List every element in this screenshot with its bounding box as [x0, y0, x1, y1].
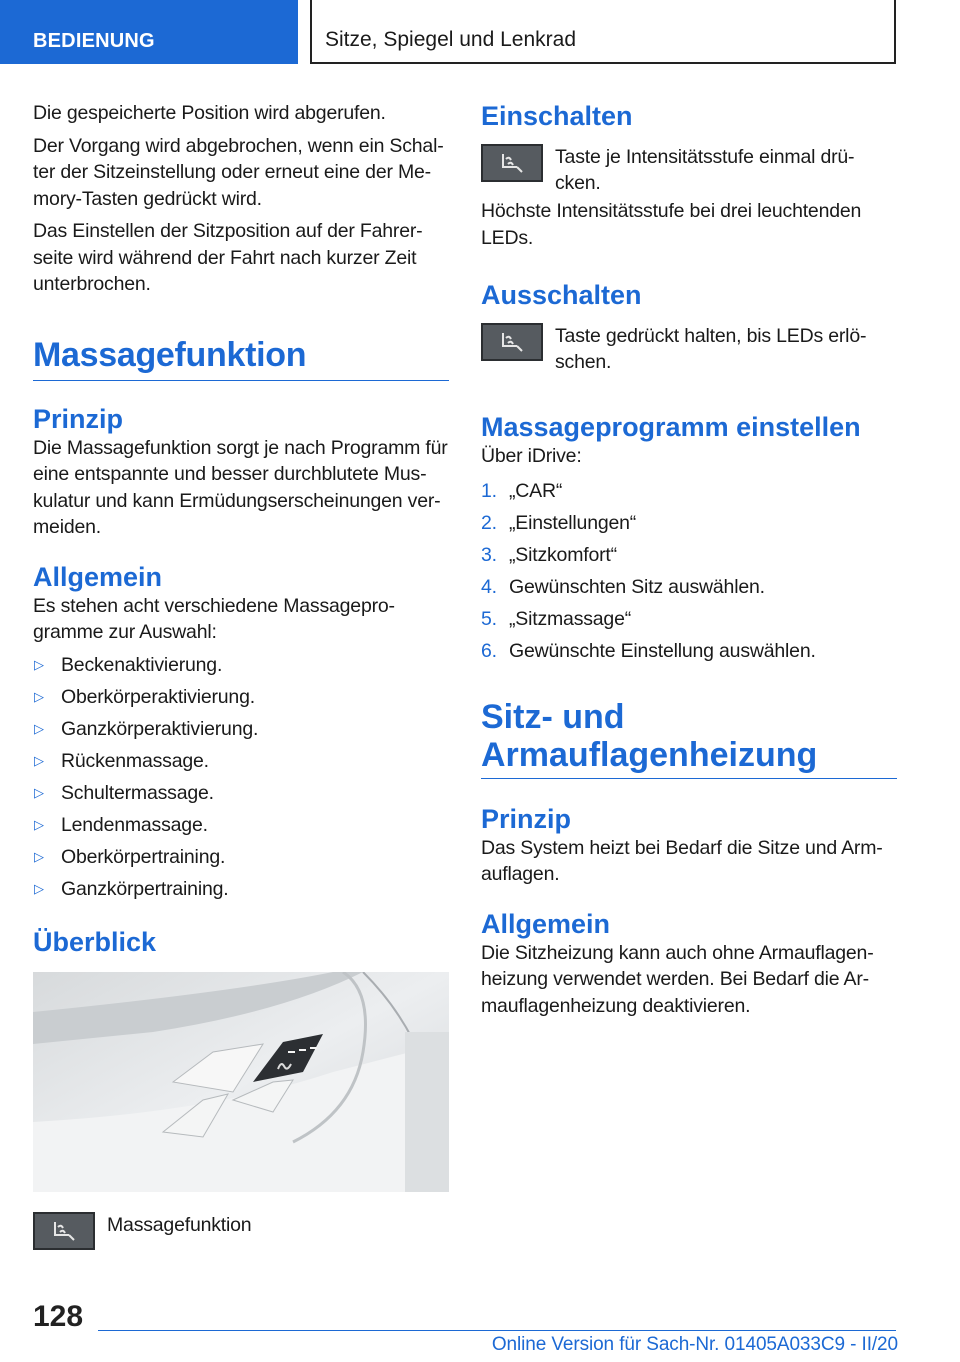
programm-heading: Massageprogramm einstellen [481, 412, 861, 442]
left-column [33, 100, 449, 1260]
heizung-prinzip-text: Das System heizt bei Bedarf die Sitze und Arm‐ auflagen. [481, 836, 883, 885]
section-tab [0, 0, 298, 64]
bullet-icon: ▷ [34, 688, 44, 704]
list-item: 5. „Sitzmassage“ [481, 607, 632, 630]
list-item: ▷ Oberkörperaktivierung. [34, 685, 255, 708]
einschalten-heading: Einschalten [481, 101, 633, 131]
bullet-icon: ▷ [34, 720, 44, 736]
heizung-allgemein-text: Die Sitzheizung kann auch ohne Armauflagen‐ heizung verwendet werden. Bei Bedarf die Ar‐ mauflagenheizung deaktivieren. [481, 941, 874, 1017]
program-list [33, 652, 449, 902]
list-item: 2. „Einstellungen“ [481, 511, 637, 534]
prinzip-heading: Prinzip [481, 803, 572, 834]
allgemein-heading: Allgemein [481, 908, 611, 939]
chapter-label: Sitze, Spiegel und Lenkrad [325, 28, 577, 51]
bullet-icon: ▷ [34, 752, 44, 768]
list-item: ▷ Schultermassage. [34, 781, 214, 804]
list-item: ▷ Oberkörpertraining. [34, 845, 226, 868]
intro-paragraph: Die gespeicherte Position wird abgerufen. [33, 102, 386, 124]
bullet-icon: ▷ [34, 848, 44, 864]
list-item: 6. Gewünschte Einstellung auswählen. [481, 639, 816, 662]
list-item: ▷ Ganzkörperaktivierung. [34, 717, 259, 740]
intro-paragraph: Das Einstellen der Sitzposition auf der Fahrer‐ seite wird während der Fahrt nach kurzer Zeit unterbrochen. [33, 220, 423, 295]
list-item: ▷ Lendenmassage. [34, 813, 208, 836]
list-item: ▷ Rückenmassage. [34, 749, 209, 772]
page-number: 128 [33, 1300, 84, 1333]
einschalten-instruction: Taste je Intensitätsstufe einmal drü‐ cken. [555, 146, 855, 194]
massage-button-icon [481, 323, 543, 361]
right-column [481, 100, 897, 1025]
intro-paragraph: Der Vorgang wird abgebrochen, wenn ein Schal‐ ter der Sitzeinstellung oder erneut eine der Me‐ mory-Tasten gedrückt wird. [33, 134, 444, 210]
list-item: ▷ Ganzkörpertraining. [34, 877, 229, 900]
massage-panel-photo [33, 972, 449, 1192]
section-label: BEDIENUNG [33, 30, 155, 52]
bullet-icon: ▷ [34, 784, 44, 800]
chapter-tab [310, 0, 896, 64]
list-item: 3. „Sitzkomfort“ [481, 543, 617, 566]
list-item: 4. Gewünschten Sitz auswählen. [481, 575, 765, 598]
massage-button-icon [481, 144, 543, 182]
ausschalten-instruction: Taste gedrückt halten, bis LEDs erlö‐ schen. [555, 325, 867, 373]
bullet-icon: ▷ [34, 816, 44, 832]
photo-caption: Massagefunktion [107, 1213, 252, 1236]
ausschalten-row [481, 323, 897, 375]
footer-divider [98, 1330, 896, 1331]
list-item: ▷ Beckenaktivierung. [34, 653, 223, 676]
list-item: 1. „CAR“ [481, 479, 563, 502]
heizung-heading: Sitz- und Armauflagenheizung [481, 698, 897, 779]
einschalten-row [481, 144, 897, 196]
step-list [481, 478, 897, 664]
allgemein-text: Es stehen acht verschiedene Massagepro‐ gramme zur Auswahl: [33, 594, 395, 643]
ausschalten-heading: Ausschalten [481, 280, 642, 310]
footer-text: Online Version für Sach-Nr. 01405A033C9 - II/20 [491, 1334, 898, 1355]
door-panel-illustration [33, 972, 449, 1192]
idrive-text: Über iDrive: [481, 445, 582, 467]
massage-heading: Massagefunktion [33, 336, 449, 381]
allgemein-heading: Allgemein [33, 561, 163, 592]
caption-row [33, 1212, 449, 1260]
bullet-icon: ▷ [34, 880, 44, 896]
ueberblick-heading: Überblick [33, 926, 157, 957]
prinzip-text: Die Massagefunktion sorgt je nach Programm für eine entspannte und besser durchblutete Mus‐ kulatur und kann Ermüdungserscheinungen ver‐ meiden. [33, 436, 448, 538]
massage-button-icon [33, 1212, 95, 1250]
bullet-icon: ▷ [34, 656, 44, 672]
einschalten-text: Höchste Intensitätsstufe bei drei leuchtenden LEDs. [481, 200, 862, 249]
prinzip-heading: Prinzip [33, 403, 124, 434]
